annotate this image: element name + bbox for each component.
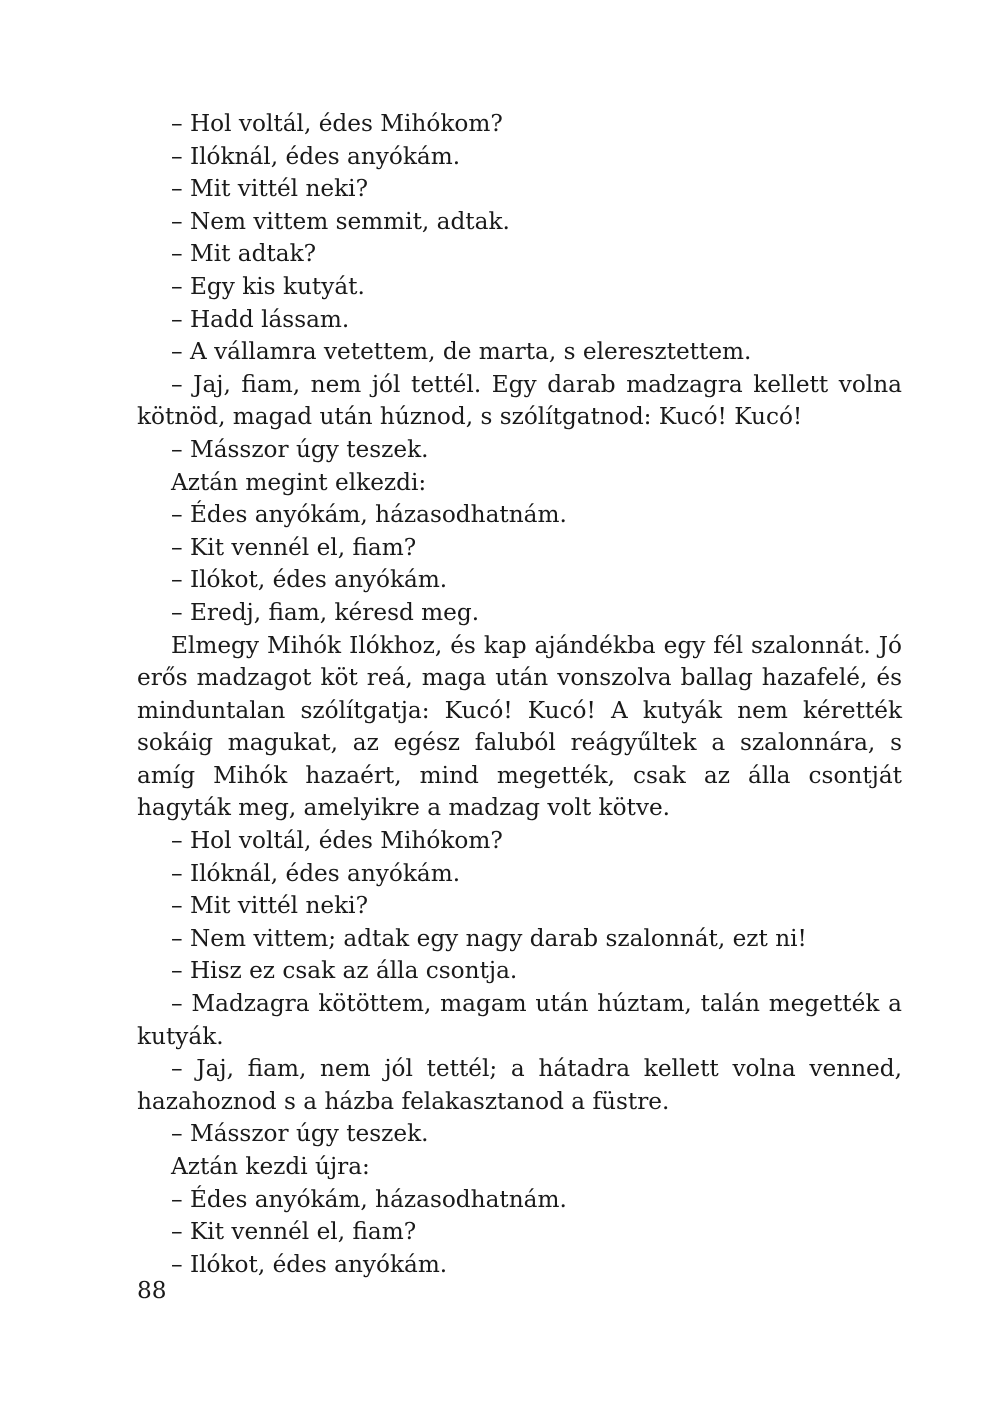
paragraph: – Hadd lássam.: [171, 305, 350, 333]
paragraph: – Ilóknál, édes anyókám.: [171, 859, 461, 887]
paragraph: Aztán kezdi újra:: [171, 1153, 370, 1180]
paragraph: – Másszor úgy teszek.: [171, 1120, 429, 1148]
paragraph: – Édes anyókám, házasodhatnám.: [171, 501, 567, 529]
paragraph: – Másszor úgy teszek.: [171, 435, 429, 463]
paragraph: – Hisz ez csak az álla csontja.: [171, 957, 518, 985]
paragraph: – Nem vittem; adtak egy nagy darab szalonnát, ezt ni!: [171, 924, 807, 952]
paragraph: – Ilóknál, édes anyókám.: [171, 142, 461, 170]
paragraph: – Eredj, fiam, kéresd meg.: [171, 598, 480, 626]
paragraph: – Ilókot, édes anyókám.: [171, 566, 448, 594]
paragraph: – Nem vittem semmit, adtak.: [171, 207, 510, 235]
paragraph: – A vállamra vetettem, de marta, s eleresztettem.: [171, 338, 752, 366]
paragraph: – Jaj, fiam, nem jól tettél. Egy darab madzagra kellett volna kötnöd, magad után húznod, s szólítgatnod: Kucó! Kucó!: [137, 370, 902, 431]
paragraph: – Ilókot, édes anyókám.: [171, 1250, 448, 1278]
paragraph: – Jaj, fiam, nem jól tettél; a hátadra kellett volna venned, hazahoznod s a házba felakasztanod a füstre.: [137, 1055, 902, 1115]
paragraph: – Mit adtak?: [171, 240, 317, 268]
paragraph: – Mit vittél neki?: [171, 892, 369, 920]
paragraph: – Egy kis kutyát.: [171, 272, 365, 300]
paragraph: – Kit vennél el, fiam?: [171, 1218, 417, 1246]
page-number: 88: [137, 1277, 167, 1304]
paragraph: Aztán megint elkezdi:: [171, 468, 427, 496]
paragraph: – Hol voltál, édes Mihókom?: [171, 110, 503, 137]
paragraph: – Madzagra kötöttem, magam után húztam, talán megették a kutyák.: [137, 990, 902, 1050]
paragraph: – Hol voltál, édes Mihókom?: [171, 827, 503, 855]
paragraph: Elmegy Mihók Ilókhoz, és kap ajándékba egy fél szalonnát. Jó erős madzagot köt reá, maga után vonszolva ballag hazafelé, és minduntalan szólítgatja: Kucó! Kucó! A kutyák nem kérették sokáig magukat, az egész faluból reágyűltek a szalonnára, s amíg Mihók hazaért, mind megették, csak az álla csontját hagyták meg, amelyikre a madzag volt kötve.: [137, 631, 902, 822]
paragraph: – Édes anyókám, házasodhatnám.: [171, 1185, 567, 1213]
paragraph: – Kit vennél el, fiam?: [171, 533, 417, 561]
page-body: [137, 108, 902, 1281]
paragraph: – Mit vittél neki?: [171, 175, 369, 203]
